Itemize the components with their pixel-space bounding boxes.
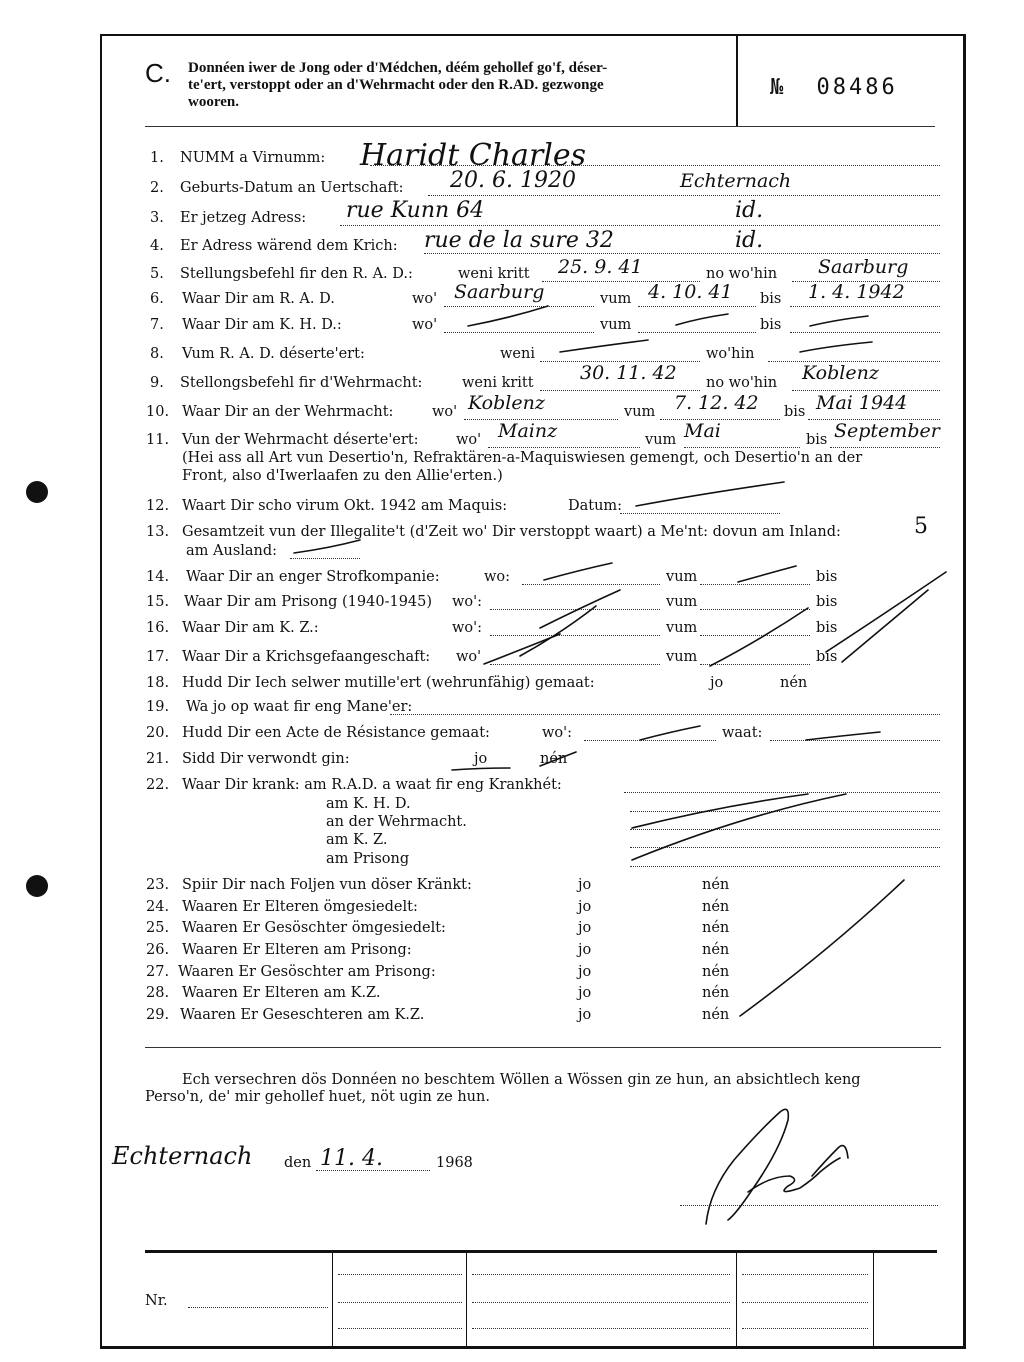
- row-number: 27.: [146, 964, 170, 980]
- strike-row13: [294, 540, 360, 553]
- row-number: 3.: [150, 210, 164, 226]
- row-number: 6.: [150, 291, 164, 307]
- strike-row14-c: [826, 572, 946, 652]
- row-number: 29.: [146, 1007, 170, 1023]
- row-field-label: jo: [578, 942, 592, 958]
- row-field-label: nén: [702, 964, 730, 980]
- row-field-label: wo':: [542, 725, 573, 741]
- row-number: 17.: [146, 649, 170, 665]
- row-field-label: nén: [702, 920, 730, 936]
- row-field-label: waat:: [722, 725, 763, 741]
- row-field-label: jo: [578, 1007, 592, 1023]
- row-field-label: bis: [784, 404, 806, 420]
- row-field-label: jo: [578, 899, 592, 915]
- row-field-label: nén: [702, 1007, 730, 1023]
- number-value: 08486: [816, 75, 898, 100]
- strike-row23-29: [740, 880, 904, 1016]
- row-label: Vun der Wehrmacht déserte'ert:: [182, 432, 419, 448]
- row-field-label: vum: [624, 404, 656, 420]
- row-field-label: wo': [456, 432, 482, 448]
- row-number: 16.: [146, 620, 170, 636]
- strike-row12: [636, 482, 784, 506]
- row-label: Sidd Dir verwondt gin:: [182, 751, 350, 767]
- row-label: Waar Dir an enger Strofkompanie:: [186, 569, 440, 585]
- row-field-label: vum: [666, 569, 698, 585]
- row-field-label: wo':: [452, 620, 483, 636]
- row-field-label: nén: [780, 675, 808, 691]
- row-field-label: nén: [702, 899, 730, 915]
- signature-place: Echternach: [112, 1142, 253, 1170]
- signature-year: 1968: [436, 1155, 473, 1171]
- row-label: NUMM a Virnumm:: [180, 150, 326, 166]
- row-number: 22.: [146, 777, 170, 793]
- footer-nr-label: Nr.: [145, 1293, 168, 1309]
- row-label: Waar Dir am Prisong (1940-1945): [184, 594, 433, 610]
- hw-row10-value: Koblenz: [468, 392, 545, 414]
- row-number: 19.: [146, 699, 170, 715]
- row-label: am K. Z.: [326, 832, 388, 848]
- hw-row2-value: 20. 6. 1920: [450, 168, 576, 193]
- strike-row22-b: [632, 794, 846, 860]
- row-field-label: Datum:: [568, 498, 623, 514]
- signature-date: 11. 4.: [320, 1146, 383, 1171]
- hw-row9-value2: Koblenz: [802, 362, 879, 384]
- row-field-label: weni: [500, 346, 535, 362]
- strike-row17-b: [710, 608, 808, 666]
- row-field-label: vum: [645, 432, 677, 448]
- row-number: 1.: [150, 150, 164, 166]
- hw-row6-value: Saarburg: [454, 281, 545, 303]
- row-label: Er jetzeg Adress:: [180, 210, 307, 226]
- row-field-label: nén: [702, 942, 730, 958]
- signature-stroke-3: [812, 1146, 848, 1176]
- hw-row2-value2: Echternach: [680, 170, 792, 192]
- strike-row7-a: [468, 306, 548, 326]
- strike-row8-b: [800, 342, 872, 352]
- row-label: Er Adress wärend dem Krich:: [180, 238, 398, 254]
- row-number: 23.: [146, 877, 170, 893]
- row-field-label: jo: [578, 920, 592, 936]
- row-number: 14.: [146, 569, 170, 585]
- hw-row5-value: 25. 9. 41: [558, 256, 643, 278]
- hw-row4-value2: id.: [735, 228, 764, 253]
- hw-row9-value: 30. 11. 42: [580, 362, 677, 384]
- row-label: Front, also d'Iwerlaafen zu den Allie'erten.): [182, 468, 503, 484]
- row-label: Waar Dir am K. H. D.:: [182, 317, 342, 333]
- row-label: Waaren Er Gesöschter ömgesiedelt:: [182, 920, 446, 936]
- header-title-line2: te'ert, verstoppt oder an d'Wehrmacht oder den R.AD. gezwonge: [188, 77, 604, 93]
- strike-row20-b: [806, 732, 880, 740]
- row-field-label: wo:: [484, 569, 511, 585]
- hw-row4-value: rue de la sure 32: [424, 228, 614, 253]
- row-label: Waaren Er Elteren am Prisong:: [182, 942, 412, 958]
- row-label: Gesamtzeit vun der Illegalite't (d'Zeit wo' Dir verstoppt waart) a Me'nt: dovun am Inland:: [182, 524, 841, 540]
- row-field-label: jo: [578, 985, 592, 1001]
- row-label: Waar Dir an der Wehrmacht:: [182, 404, 394, 420]
- row-field-label: bis: [760, 317, 782, 333]
- row-number: 25.: [146, 920, 170, 936]
- hw-row11-value3: September: [834, 420, 940, 442]
- row-label: Waar Dir am K. Z.:: [182, 620, 319, 636]
- row-label: Stellungsbefehl fir den R. A. D.:: [180, 266, 413, 282]
- row-field-label: wo': [412, 291, 438, 307]
- underline-row21-jo: [452, 768, 510, 770]
- row-label: Waart Dir scho virum Okt. 1942 am Maquis:: [182, 498, 508, 514]
- declaration-line2: Perso'n, de' mir gehollef huet, nöt ugin ze hun.: [145, 1089, 490, 1105]
- row-label: Waaren Er Gesöschter am Prisong:: [178, 964, 436, 980]
- row-label: Vum R. A. D. déserte'ert:: [182, 346, 365, 362]
- row-label: Spiir Dir nach Foljen vun döser Kränkt:: [182, 877, 472, 893]
- declaration-line1: Ech versechren dös Donnéen no beschtem Wöllen a Wössen gin ze hun, an absichtlech keng: [182, 1072, 861, 1088]
- row-number: 21.: [146, 751, 170, 767]
- row-label: Waar Dir a Krichsgefaangeschaft:: [182, 649, 431, 665]
- row-label: am Prisong: [326, 851, 410, 867]
- row-field-label: wo'hin: [706, 346, 755, 362]
- row-number: 15.: [146, 594, 170, 610]
- row-field-label: vum: [666, 649, 698, 665]
- row-label: Waar Dir krank: am R.A.D. a waat fir eng Krankhét:: [182, 777, 562, 793]
- row-number: 24.: [146, 899, 170, 915]
- row-label: am K. H. D.: [326, 796, 411, 812]
- row-field-label: jo: [710, 675, 724, 691]
- signature-stroke-1: [706, 1109, 788, 1224]
- row-field-label: vum: [666, 594, 698, 610]
- row-number: 12.: [146, 498, 170, 514]
- hw-row13-value: 5: [914, 514, 928, 539]
- strike-row14-b: [738, 566, 796, 582]
- row-field-label: no wo'hin: [706, 375, 778, 391]
- strike-row16: [520, 606, 596, 656]
- hw-row10-value3: Mai 1944: [816, 392, 908, 414]
- row-label: Geburts-Datum an Uertschaft:: [180, 180, 404, 196]
- row-label: Hudd Dir een Acte de Résistance gemaat:: [182, 725, 490, 741]
- number-symbol: №: [770, 75, 787, 100]
- row-field-label: bis: [816, 569, 838, 585]
- strike-row7-b: [676, 314, 728, 325]
- hw-row11-value: Mainz: [498, 420, 558, 442]
- row-field-label: bis: [816, 594, 838, 610]
- strike-row15: [540, 590, 620, 628]
- row-field-label: wo': [432, 404, 458, 420]
- hw-row11-value2: Mai: [684, 420, 721, 442]
- row-field-label: wo': [412, 317, 438, 333]
- row-field-label: weni kritt: [462, 375, 534, 391]
- hw-row6-value2: 4. 10. 41: [648, 281, 733, 303]
- row-field-label: no wo'hin: [706, 266, 778, 282]
- row-field-label: nén: [702, 877, 730, 893]
- hw-row5-value2: Saarburg: [818, 256, 909, 278]
- strike-row22-a: [632, 794, 808, 828]
- row-number: 5.: [150, 266, 164, 282]
- row-field-label: jo: [578, 964, 592, 980]
- row-field-label: bis: [760, 291, 782, 307]
- strike-row20-a: [640, 726, 700, 740]
- row-label: Stellongsbefehl fir d'Wehrmacht:: [180, 375, 423, 391]
- strike-row17-a: [484, 634, 560, 664]
- row-number: 10.: [146, 404, 170, 420]
- strike-row8-a: [560, 340, 648, 352]
- row-number: 11.: [146, 432, 170, 448]
- hw-row1-value: Haridt Charles: [360, 138, 587, 173]
- section-letter: C.: [145, 58, 171, 88]
- row-field-label: vum: [666, 620, 698, 636]
- row-number: 8.: [150, 346, 164, 362]
- row-field-label: vum: [600, 291, 632, 307]
- row-field-label: nén: [702, 985, 730, 1001]
- row-number: 2.: [150, 180, 164, 196]
- row-field-label: vum: [600, 317, 632, 333]
- hw-row10-value2: 7. 12. 42: [674, 392, 759, 414]
- row-number: 4.: [150, 238, 164, 254]
- strike-row14-a: [544, 563, 612, 580]
- row-field-label: bis: [816, 649, 838, 665]
- row-number: 28.: [146, 985, 170, 1001]
- row-field-label: bis: [806, 432, 828, 448]
- hw-row3-value2: id.: [735, 198, 764, 223]
- row-field-label: wo':: [452, 594, 483, 610]
- row-field-label: nén: [540, 751, 568, 767]
- signature-den: den: [284, 1155, 312, 1171]
- row-number: 7.: [150, 317, 164, 333]
- row-field-label: jo: [578, 877, 592, 893]
- row-label: Wa jo op waat fir eng Mane'er:: [186, 699, 413, 715]
- row-label: Waaren Er Geseschteren am K.Z.: [180, 1007, 425, 1023]
- header-title-line3: wooren.: [188, 94, 239, 110]
- row-label: (Hei ass all Art vun Desertio'n, Refraktären-a-Maquiswiesen gemengt, och Desertio'n an der: [182, 450, 863, 466]
- row-number: 13.: [146, 524, 170, 540]
- row-number: 9.: [150, 375, 164, 391]
- row-label: an der Wehrmacht.: [326, 814, 467, 830]
- row-label: am Ausland:: [186, 543, 278, 559]
- header-title-line1: Donnéen iwer de Jong oder d'Médchen, déém gehollef go'f, déser-: [188, 60, 608, 76]
- row-label: Waaren Er Elteren ömgesiedelt:: [182, 899, 418, 915]
- row-number: 18.: [146, 675, 170, 691]
- strike-row21-nen: [540, 752, 576, 766]
- row-number: 20.: [146, 725, 170, 741]
- row-field-label: weni kritt: [458, 266, 530, 282]
- row-field-label: jo: [474, 751, 488, 767]
- row-label: Waaren Er Elteren am K.Z.: [182, 985, 381, 1001]
- row-field-label: wo': [456, 649, 482, 665]
- hw-row6-value3: 1. 4. 1942: [808, 281, 905, 303]
- row-label: Waar Dir am R. A. D.: [182, 291, 335, 307]
- strike-row7-c: [810, 316, 868, 326]
- row-label: Hudd Dir Iech selwer mutille'ert (wehrunfähig) gemaat:: [182, 675, 595, 691]
- strike-row17-c: [842, 590, 928, 662]
- row-field-label: bis: [816, 620, 838, 636]
- hw-row3-value: rue Kunn 64: [346, 198, 485, 223]
- row-number: 26.: [146, 942, 170, 958]
